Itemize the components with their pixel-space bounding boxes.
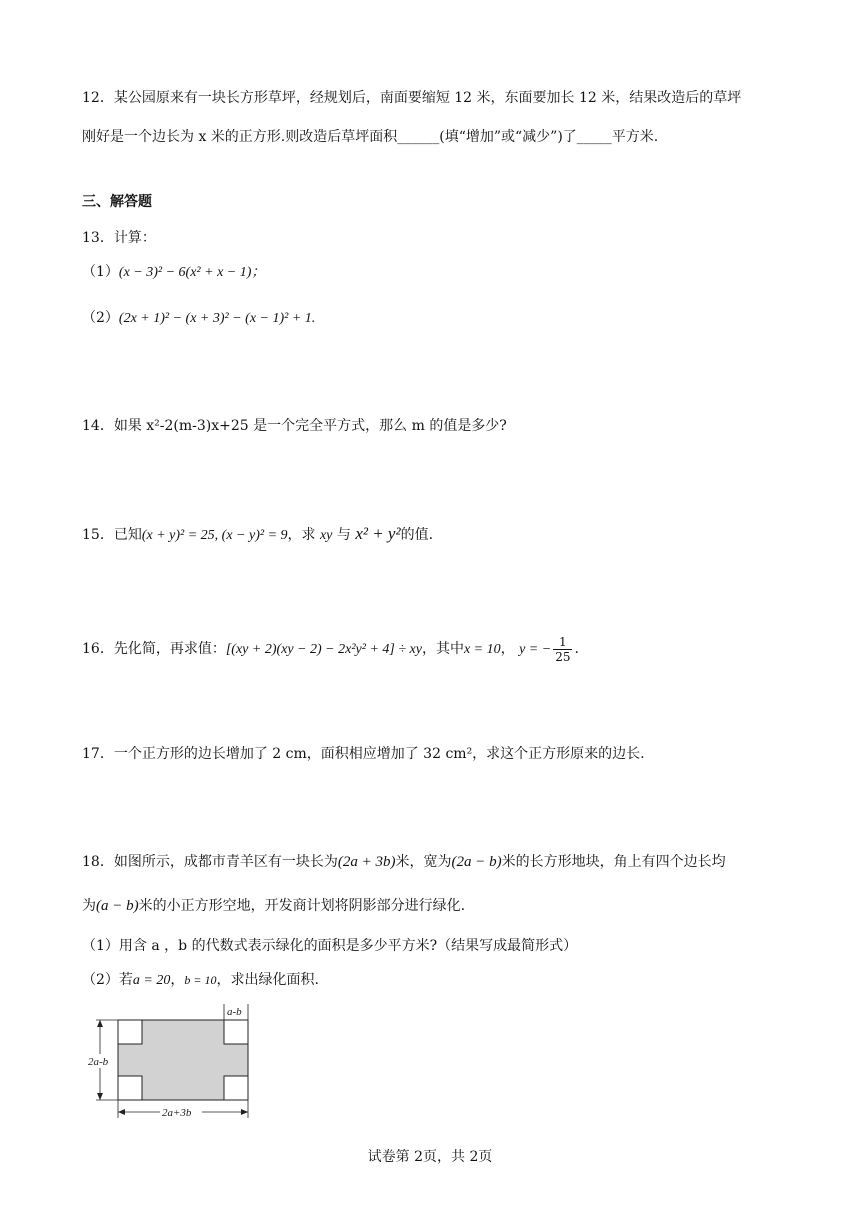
q18-line1 [82,850,726,874]
q16-where: ，其中 [421,641,464,657]
q16-end: . [574,641,579,657]
q15-prefix: 15．已知 [82,527,142,543]
left-arrow-up [97,1020,103,1027]
q13-stem: 13．计算： [82,230,156,246]
q18-part2-c: ，求出绿化面积. [216,972,319,988]
q15-given: (x + y)² = 25, (x − y)² = 9 [141,528,288,543]
q12-line1: 12．某公园原来有一块长方形草坪，经规划后，南面要缩短 12 米，东面要加长 12 米，结果改造后的草坪 [82,90,742,106]
q18-len-expr: (2a + 3b) [337,854,396,870]
q18-side-expr: (a − b) [96,898,139,914]
page-footer: 试卷第 2页，共 2页 [367,1149,493,1165]
q16-y-den: 25 [555,649,571,664]
label-top: a-b [227,1006,242,1018]
label-left: 2a-b [88,1056,109,1068]
q15-xy: xy [319,528,333,543]
corner-square-bottom-left [118,1076,142,1100]
q15-line [82,524,433,546]
q18-line1-c: 米的长方形地块，角上有四个边长均 [501,854,726,870]
corner-square-top-right [224,1020,248,1044]
q13-part1-label: （1） [82,264,119,280]
q18-part1: （1）用含 a ，b 的代数式表示绿化的面积是多少平方米?（结果写成最简形式） [82,938,578,954]
bottom-arrow-right [241,1109,248,1115]
q16-sep: ， [500,641,515,657]
q18-part2-b: ， [170,972,185,988]
q13-part1-expr: (x − 3)² − 6(x² + x − 1)； [118,265,266,280]
q18-line2-a: 为 [82,898,96,914]
q15-and: 与 [336,527,351,543]
q17-text: 17．一个正方形的边长增加了 2 cm，面积相应增加了 32 cm²，求这个正方形原来的边长. [82,746,645,762]
corner-square-top-left [118,1020,142,1044]
corner-square-bottom-right [224,1076,248,1100]
q18-line1-b: 米，宽为 [395,854,452,870]
q18-rectangle-figure [86,1002,256,1122]
section-title: 三、解答题 [82,194,152,210]
q13-part2 [82,308,315,329]
q16-expr: [(xy + 2)(xy − 2) − 2x²y² + 4] ÷ xy [225,642,422,657]
q16-y-num: 1 [553,635,572,650]
q15-suffix: 的值. [400,527,434,543]
q16-y-fraction [553,635,572,664]
q13-part1 [82,262,265,283]
q14-text: 14．如果 x²-2(m-3)x+25 是一个完全平方式，那么 m 的值是多少? [82,418,507,434]
q18-line1-a: 18．如图所示，成都市青羊区有一块长为 [82,854,338,870]
q16-line [82,634,579,665]
q12-line2: 刚好是一个边长为 x 米的正方形.则改造后草坪面积______(填“增加”或“减少”)了_____平方米. [82,129,659,145]
q18-line2 [82,894,465,918]
q18-line2-b: 米的小正方形空地，开发商计划将阴影部分进行绿化. [138,898,466,914]
q18-b-val: b = 10 [184,973,217,987]
q13-part2-label: （2） [82,310,119,326]
q16-y-lhs: y = − [519,642,552,657]
q18-part2-a: （2）若 [82,972,133,988]
q15-middle: ，求 [287,527,316,543]
label-bottom: 2a+3b [162,1107,192,1119]
q18-wid-expr: (2a − b) [451,854,502,870]
q16-x-val: x = 10 [463,642,501,657]
q18-part2 [82,970,319,991]
bottom-arrow-left [118,1109,125,1115]
q18-a-val: a = 20 [132,973,171,988]
q13-part2-expr: (2x + 1)² − (x + 3)² − (x − 1)² + 1. [118,311,316,326]
left-arrow-down [97,1093,103,1100]
q16-prefix: 16．先化简，再求值： [82,641,226,657]
q15-sum-sq: x² + y² [355,524,401,543]
